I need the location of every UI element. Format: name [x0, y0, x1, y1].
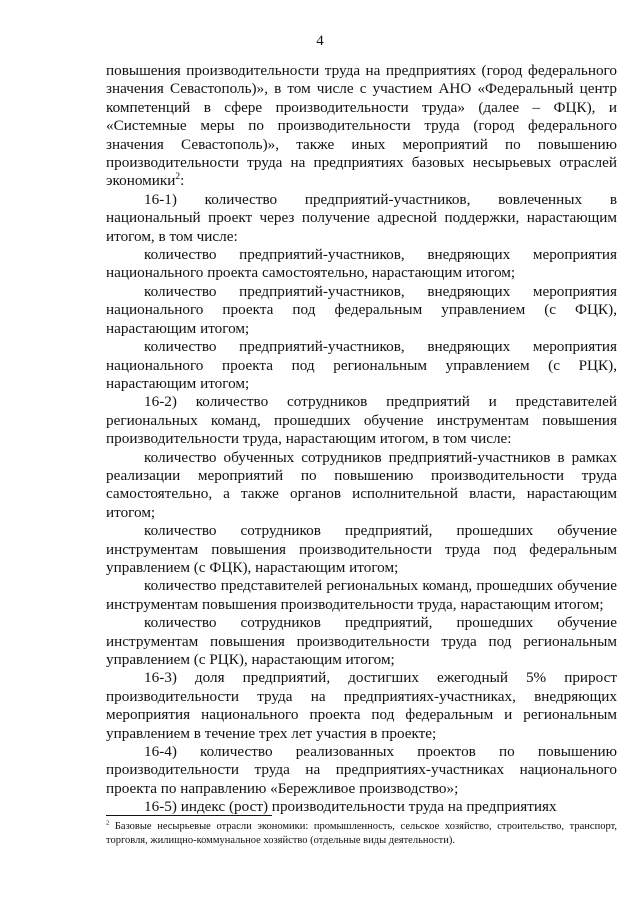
footnote-text: Базовые несырьевые отрасли экономики: промышленность, сельское хозяйство, строительство, транспорт, торговля, жилищно-коммунальное хозяйство (отдельные виды деятельности). — [106, 821, 617, 846]
paragraph-16-1-item-3: количество предприятий-участников, внедряющих мероприятия национального проекта под региональным управлением (с РЦК), нарастающим итогом; — [106, 338, 617, 392]
paragraph-16-2-item-2: количество сотрудников предприятий, прошедших обучение инструментам повышения производительности труда под федеральным управлением (с ФЦК), нарастающим итогом; — [106, 522, 617, 576]
paragraph-text-end: : — [180, 172, 185, 190]
footnote-divider — [106, 815, 272, 816]
footnote-reference: 2 — [175, 172, 181, 183]
footnote-marker: 2 — [106, 819, 110, 827]
paragraph-16-1-item-2: количество предприятий-участников, внедряющих мероприятия национального проекта под федеральным управлением (с ФЦК), нарастающим итогом; — [106, 282, 617, 337]
paragraph-16-4: 16-4) количество реализованных проектов по повышению производительности труда на предприятиях-участниках национального проекта по направлению «Бережливое производство»; — [106, 743, 617, 797]
paragraph-16-1: 16-1) количество предприятий-участников, вовлеченных в национальный проект через получение адресной поддержки, нарастающим итогом, в том числе: — [106, 190, 617, 245]
paragraph-16-5: 16-5) индекс (рост) производительности труда на предприятиях — [144, 798, 557, 816]
body-text — [106, 62, 617, 817]
paragraph-16-2: 16-2) количество сотрудников предприятий и представителей региональных команд, прошедших обучение инструментам повышения производительности труда, нарастающим итогом, в том числе: — [106, 393, 617, 448]
paragraph-16-3: 16-3) доля предприятий, достигших ежегодный 5% прирост производительности труда на предприятиях-участниках, внедряющих мероприятия национального проекта под федеральным и региональным управлением в течение трех лет участия в проекте; — [106, 669, 617, 742]
paragraph-text: повышения производительности труда на предприятиях (город федерального значения Севастополь)», в том числе с участием АНО «Федеральный центр компетенций в сфере производительности труда» (далее – ФЦК), и «Системные меры по производительности труда (город федерального значения Севастополь)», также иных мероприятий по повышению производительности труда на предприятиях базовых несырьевых отраслей экономики — [106, 62, 617, 190]
page-number: 4 — [316, 33, 324, 49]
paragraph-intro — [106, 62, 617, 191]
paragraph-16-2-item-4: количество сотрудников предприятий, прошедших обучение инструментам повышения производительности труда под региональным управлением (с РЦК), нарастающим итогом; — [106, 614, 617, 668]
paragraph-16-2-item-3: количество представителей региональных команд, прошедших обучение инструментам повышения производительности труда, нарастающим итогом; — [106, 577, 617, 613]
footnote — [106, 820, 617, 848]
paragraph-16-1-item-1: количество предприятий-участников, внедряющих мероприятия национального проекта самостоятельно, нарастающим итогом; — [106, 246, 617, 282]
paragraph-16-2-item-1: количество обученных сотрудников предприятий-участников в рамках реализации мероприятий по повышению производительности труда самостоятельно, а также органов исполнительной власти, нарастающим итогом; — [106, 448, 617, 521]
